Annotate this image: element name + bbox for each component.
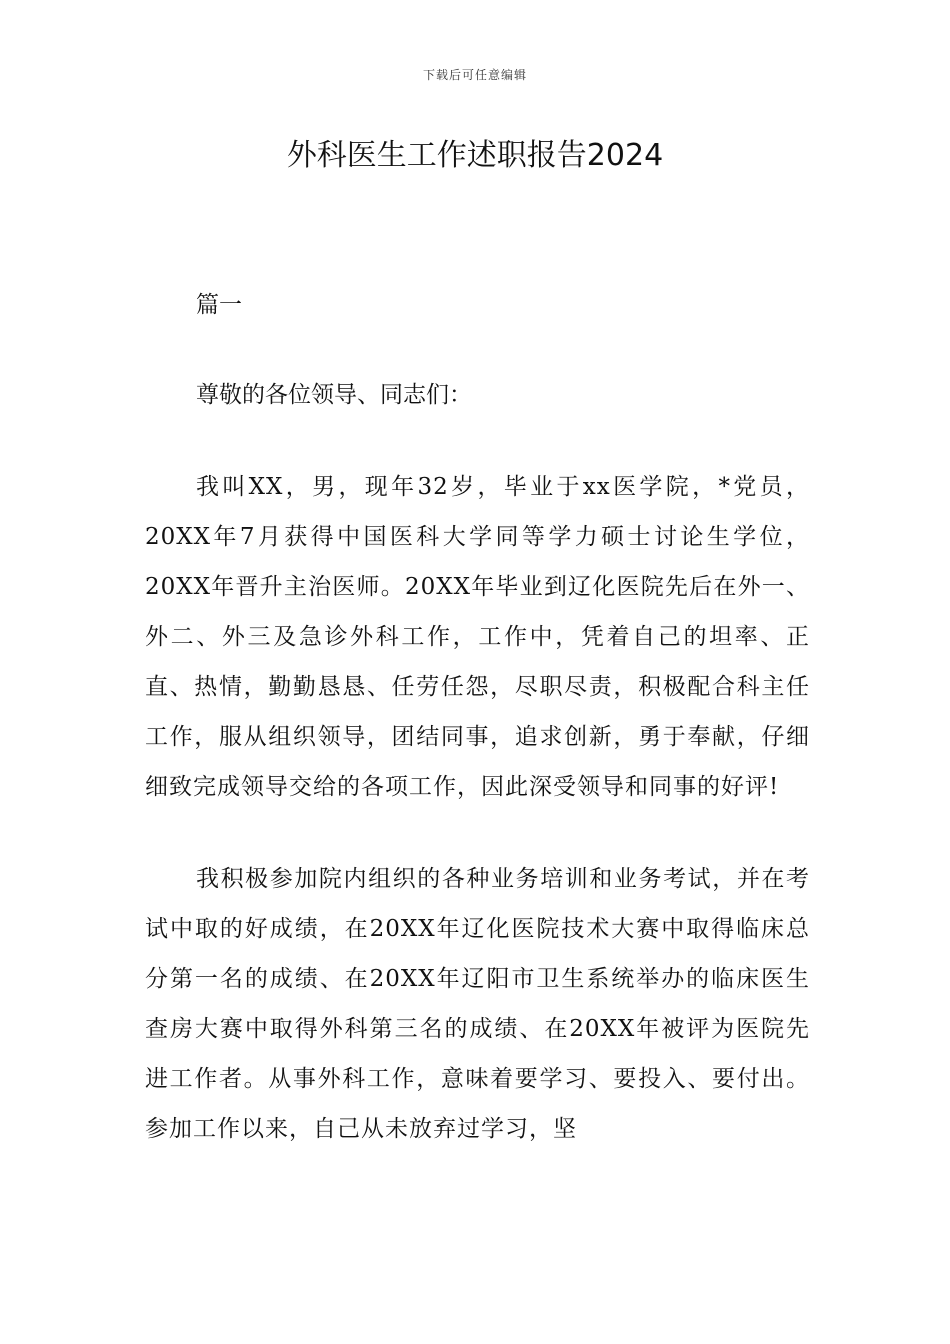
salutation: 尊敬的各位领导、同志们：: [196, 382, 472, 408]
section-label: 篇一: [196, 292, 242, 318]
paragraph-1: 我叫XX，男，现年32岁，毕业于xx医学院，*党员，20XX年7月获得中国医科大学同等学力硕士讨论生学位，20XX年晋升主治医师。20XX年毕业到辽化医院先后在外一、外二、外三及急诊外科工作，工作中，凭着自己的坦率、正直、热情，勤勤恳恳、任劳任怨，尽职尽责，积极配合科主任工作，服从组织领导，团结同事，追求创新，勇于奉献，仔细细致完成领导交给的各项工作，因此深受领导和同事的好评!: [145, 474, 810, 800]
document-body: [145, 280, 810, 1154]
document-title: 外科医生工作述职报告2024: [286, 138, 664, 173]
paragraph-2: 我积极参加院内组织的各种业务培训和业务考试，并在考试中取的好成绩，在20XX年辽化医院技术大赛中取得临床总分第一名的成绩、在20XX年辽阳市卫生系统举办的临床医生查房大赛中取得外科第三名的成绩、在20XX年被评为医院先进工作者。从事外科工作，意味着要学习、要投入、要付出。参加工作以来，自己从未放弃过学习，坚: [145, 866, 810, 1142]
header-note: 下载后可任意编辑: [422, 68, 527, 82]
